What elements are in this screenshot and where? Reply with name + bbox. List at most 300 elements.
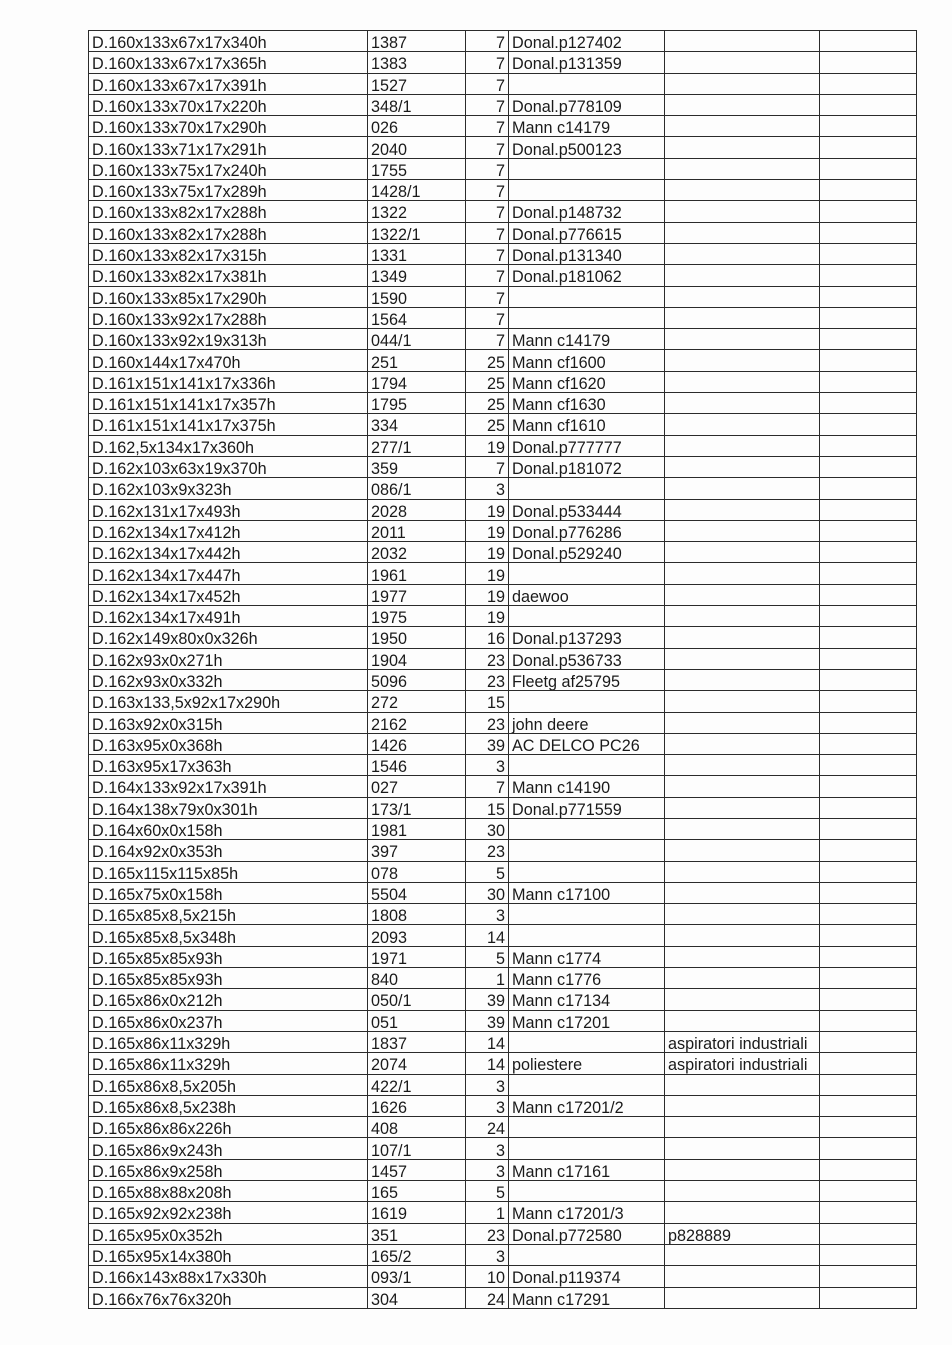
filter-code-cell: D.160x144x17x470h	[89, 350, 368, 371]
quantity-cell: 10	[466, 1266, 509, 1287]
note-cell	[665, 563, 820, 584]
table-row	[89, 52, 917, 73]
reference-number-cell: 1619	[368, 1202, 466, 1223]
quantity-cell: 7	[466, 31, 509, 52]
table-row	[89, 116, 917, 137]
note-cell	[665, 350, 820, 371]
empty-cell	[820, 946, 917, 967]
cross-reference-cell: Mann c14179	[509, 116, 665, 137]
reference-number-cell: 1977	[368, 584, 466, 605]
reference-number-cell: 050/1	[368, 989, 466, 1010]
filter-code-cell: D.163x95x0x368h	[89, 733, 368, 754]
cross-reference-cell	[509, 478, 665, 499]
cross-reference-cell: AC DELCO PC26	[509, 733, 665, 754]
table-row	[89, 456, 917, 477]
note-cell	[665, 499, 820, 520]
table-row	[89, 925, 917, 946]
reference-number-cell: 1590	[368, 286, 466, 307]
filter-code-cell: D.160x133x67x17x391h	[89, 73, 368, 94]
note-cell	[665, 1266, 820, 1287]
cross-reference-cell: Donal.p778109	[509, 94, 665, 115]
quantity-cell: 15	[466, 797, 509, 818]
empty-cell	[820, 776, 917, 797]
filter-code-cell: D.164x60x0x158h	[89, 818, 368, 839]
empty-cell	[820, 606, 917, 627]
empty-cell	[820, 222, 917, 243]
filter-code-cell: D.165x86x8,5x205h	[89, 1074, 368, 1095]
table-row	[89, 797, 917, 818]
reference-number-cell: 1426	[368, 733, 466, 754]
note-cell	[665, 1095, 820, 1116]
note-cell	[665, 797, 820, 818]
note-cell	[665, 1287, 820, 1308]
empty-cell	[820, 755, 917, 776]
cross-reference-cell: Mann c17291	[509, 1287, 665, 1308]
empty-cell	[820, 542, 917, 563]
empty-cell	[820, 329, 917, 350]
table-row	[89, 243, 917, 264]
quantity-cell: 14	[466, 1053, 509, 1074]
note-cell	[665, 733, 820, 754]
filter-code-cell: D.162x134x17x442h	[89, 542, 368, 563]
table-row	[89, 946, 917, 967]
reference-number-cell: 1383	[368, 52, 466, 73]
empty-cell	[820, 584, 917, 605]
cross-reference-cell	[509, 1138, 665, 1159]
reference-number-cell: 1808	[368, 904, 466, 925]
cross-reference-cell: Mann c1776	[509, 968, 665, 989]
empty-cell	[820, 861, 917, 882]
empty-cell	[820, 1095, 917, 1116]
cross-reference-cell: Donal.p119374	[509, 1266, 665, 1287]
note-cell	[665, 73, 820, 94]
table-row	[89, 542, 917, 563]
cross-reference-cell	[509, 904, 665, 925]
empty-cell	[820, 691, 917, 712]
quantity-cell: 7	[466, 73, 509, 94]
filter-code-cell: D.162x134x17x452h	[89, 584, 368, 605]
filter-code-cell: D.165x85x8,5x215h	[89, 904, 368, 925]
quantity-cell: 7	[466, 94, 509, 115]
reference-number-cell: 277/1	[368, 435, 466, 456]
quantity-cell: 39	[466, 1010, 509, 1031]
filter-code-cell: D.165x86x8,5x238h	[89, 1095, 368, 1116]
cross-reference-cell: Mann cf1630	[509, 393, 665, 414]
empty-cell	[820, 52, 917, 73]
cross-reference-cell: Donal.p127402	[509, 31, 665, 52]
table-row	[89, 137, 917, 158]
note-cell	[665, 201, 820, 222]
reference-number-cell: 1331	[368, 243, 466, 264]
quantity-cell: 14	[466, 1031, 509, 1052]
table-row	[89, 1266, 917, 1287]
filter-code-cell: D.165x85x8,5x348h	[89, 925, 368, 946]
quantity-cell: 3	[466, 1138, 509, 1159]
filter-code-cell: D.160x133x70x17x220h	[89, 94, 368, 115]
cross-reference-cell	[509, 1074, 665, 1095]
empty-cell	[820, 435, 917, 456]
cross-reference-cell	[509, 606, 665, 627]
empty-cell	[820, 73, 917, 94]
quantity-cell: 23	[466, 712, 509, 733]
note-cell	[665, 137, 820, 158]
reference-number-cell: 2093	[368, 925, 466, 946]
filter-code-cell: D.160x133x92x17x288h	[89, 307, 368, 328]
table-row	[89, 222, 917, 243]
cross-reference-cell: Mann c17201/3	[509, 1202, 665, 1223]
note-cell	[665, 371, 820, 392]
filter-code-cell: D.162x134x17x491h	[89, 606, 368, 627]
note-cell	[665, 1010, 820, 1031]
empty-cell	[820, 307, 917, 328]
quantity-cell: 7	[466, 456, 509, 477]
table-row	[89, 73, 917, 94]
quantity-cell: 3	[466, 478, 509, 499]
reference-number-cell: 2032	[368, 542, 466, 563]
empty-cell	[820, 137, 917, 158]
note-cell	[665, 691, 820, 712]
quantity-cell: 7	[466, 307, 509, 328]
note-cell	[665, 393, 820, 414]
note-cell	[665, 925, 820, 946]
empty-cell	[820, 627, 917, 648]
note-cell	[665, 307, 820, 328]
cross-reference-cell: Donal.p137293	[509, 627, 665, 648]
cross-reference-cell: Mann c14179	[509, 329, 665, 350]
reference-number-cell: 1564	[368, 307, 466, 328]
quantity-cell: 5	[466, 861, 509, 882]
empty-cell	[820, 499, 917, 520]
filter-code-cell: D.160x133x75x17x289h	[89, 180, 368, 201]
note-cell	[665, 627, 820, 648]
quantity-cell: 23	[466, 648, 509, 669]
table-row	[89, 499, 917, 520]
quantity-cell: 5	[466, 1181, 509, 1202]
reference-number-cell: 1322	[368, 201, 466, 222]
empty-cell	[820, 712, 917, 733]
note-cell	[665, 94, 820, 115]
quantity-cell: 14	[466, 925, 509, 946]
filter-code-cell: D.160x133x82x17x315h	[89, 243, 368, 264]
filter-code-cell: D.164x133x92x17x391h	[89, 776, 368, 797]
note-cell	[665, 712, 820, 733]
filter-code-cell: D.160x133x85x17x290h	[89, 286, 368, 307]
reference-number-cell: 304	[368, 1287, 466, 1308]
empty-cell	[820, 1223, 917, 1244]
table-row	[89, 201, 917, 222]
table-row	[89, 755, 917, 776]
cross-reference-cell	[509, 818, 665, 839]
note-cell	[665, 882, 820, 903]
table-row	[89, 158, 917, 179]
reference-number-cell: 1546	[368, 755, 466, 776]
empty-cell	[820, 882, 917, 903]
filter-code-cell: D.162,5x134x17x360h	[89, 435, 368, 456]
cross-reference-cell: daewoo	[509, 584, 665, 605]
table-row	[89, 1117, 917, 1138]
empty-cell	[820, 669, 917, 690]
filter-code-cell: D.161x151x141x17x336h	[89, 371, 368, 392]
table-row	[89, 1010, 917, 1031]
quantity-cell: 7	[466, 286, 509, 307]
reference-number-cell: 107/1	[368, 1138, 466, 1159]
note-cell: p828889	[665, 1223, 820, 1244]
reference-number-cell: 351	[368, 1223, 466, 1244]
table-row	[89, 818, 917, 839]
filter-code-cell: D.166x143x88x17x330h	[89, 1266, 368, 1287]
reference-number-cell: 2011	[368, 520, 466, 541]
reference-number-cell: 359	[368, 456, 466, 477]
quantity-cell: 7	[466, 329, 509, 350]
empty-cell	[820, 1266, 917, 1287]
note-cell	[665, 818, 820, 839]
empty-cell	[820, 733, 917, 754]
filter-code-cell: D.162x131x17x493h	[89, 499, 368, 520]
quantity-cell: 23	[466, 669, 509, 690]
filter-code-cell: D.165x95x0x352h	[89, 1223, 368, 1244]
filter-code-cell: D.165x86x11x329h	[89, 1053, 368, 1074]
filter-code-cell: D.165x86x0x212h	[89, 989, 368, 1010]
empty-cell	[820, 520, 917, 541]
cross-reference-cell: Donal.p772580	[509, 1223, 665, 1244]
note-cell	[665, 840, 820, 861]
note-cell	[665, 286, 820, 307]
table-row	[89, 882, 917, 903]
filter-code-cell: D.160x133x71x17x291h	[89, 137, 368, 158]
quantity-cell: 23	[466, 1223, 509, 1244]
empty-cell	[820, 818, 917, 839]
filter-code-cell: D.165x95x14x380h	[89, 1244, 368, 1265]
note-cell	[665, 542, 820, 563]
empty-cell	[820, 94, 917, 115]
table-row	[89, 478, 917, 499]
quantity-cell: 25	[466, 414, 509, 435]
quantity-cell: 16	[466, 627, 509, 648]
empty-cell	[820, 478, 917, 499]
reference-number-cell: 1971	[368, 946, 466, 967]
quantity-cell: 7	[466, 776, 509, 797]
cross-reference-cell: Mann cf1600	[509, 350, 665, 371]
reference-number-cell: 2074	[368, 1053, 466, 1074]
reference-number-cell: 1527	[368, 73, 466, 94]
cross-reference-cell	[509, 307, 665, 328]
quantity-cell: 7	[466, 243, 509, 264]
reference-number-cell: 044/1	[368, 329, 466, 350]
empty-cell	[820, 797, 917, 818]
reference-number-cell: 086/1	[368, 478, 466, 499]
note-cell	[665, 116, 820, 137]
reference-number-cell: 1755	[368, 158, 466, 179]
filter-code-cell: D.165x85x85x93h	[89, 968, 368, 989]
empty-cell	[820, 1244, 917, 1265]
empty-cell	[820, 1138, 917, 1159]
empty-cell	[820, 1010, 917, 1031]
quantity-cell: 7	[466, 265, 509, 286]
empty-cell	[820, 1287, 917, 1308]
cross-reference-cell	[509, 563, 665, 584]
quantity-cell: 1	[466, 968, 509, 989]
empty-cell	[820, 158, 917, 179]
filter-code-cell: D.160x133x82x17x288h	[89, 222, 368, 243]
table-row	[89, 989, 917, 1010]
filter-code-cell: D.162x134x17x447h	[89, 563, 368, 584]
table-row	[89, 414, 917, 435]
quantity-cell: 7	[466, 52, 509, 73]
cross-reference-cell: Mann c17201	[509, 1010, 665, 1031]
note-cell	[665, 435, 820, 456]
cross-reference-cell	[509, 840, 665, 861]
note-cell: aspiratori industriali	[665, 1031, 820, 1052]
reference-number-cell: 5096	[368, 669, 466, 690]
reference-number-cell: 2028	[368, 499, 466, 520]
table-row	[89, 1202, 917, 1223]
note-cell	[665, 1117, 820, 1138]
filter-code-cell: D.160x133x82x17x288h	[89, 201, 368, 222]
filter-code-cell: D.165x75x0x158h	[89, 882, 368, 903]
empty-cell	[820, 243, 917, 264]
quantity-cell: 25	[466, 393, 509, 414]
empty-cell	[820, 414, 917, 435]
table-row	[89, 669, 917, 690]
table-row	[89, 1287, 917, 1308]
quantity-cell: 3	[466, 1074, 509, 1095]
empty-cell	[820, 904, 917, 925]
filter-code-cell: D.165x92x92x238h	[89, 1202, 368, 1223]
quantity-cell: 7	[466, 201, 509, 222]
cross-reference-cell	[509, 1117, 665, 1138]
note-cell	[665, 222, 820, 243]
note-cell	[665, 584, 820, 605]
cross-reference-cell	[509, 158, 665, 179]
note-cell	[665, 989, 820, 1010]
filter-code-cell: D.166x76x76x320h	[89, 1287, 368, 1308]
table-row	[89, 648, 917, 669]
note-cell: aspiratori industriali	[665, 1053, 820, 1074]
note-cell	[665, 243, 820, 264]
table-row	[89, 1223, 917, 1244]
empty-cell	[820, 371, 917, 392]
reference-number-cell: 078	[368, 861, 466, 882]
parts-table-body	[89, 31, 917, 1309]
filter-code-cell: D.164x138x79x0x301h	[89, 797, 368, 818]
cross-reference-cell: Donal.p536733	[509, 648, 665, 669]
table-row	[89, 584, 917, 605]
table-row	[89, 350, 917, 371]
note-cell	[665, 904, 820, 925]
cross-reference-cell: Donal.p533444	[509, 499, 665, 520]
quantity-cell: 7	[466, 180, 509, 201]
cross-reference-cell	[509, 755, 665, 776]
cross-reference-cell: Mann c17100	[509, 882, 665, 903]
filter-code-cell: D.160x133x70x17x290h	[89, 116, 368, 137]
filter-code-cell: D.162x134x17x412h	[89, 520, 368, 541]
table-row	[89, 180, 917, 201]
reference-number-cell: 1428/1	[368, 180, 466, 201]
quantity-cell: 39	[466, 733, 509, 754]
reference-number-cell: 1349	[368, 265, 466, 286]
note-cell	[665, 414, 820, 435]
reference-number-cell: 1975	[368, 606, 466, 627]
reference-number-cell: 1387	[368, 31, 466, 52]
quantity-cell: 25	[466, 371, 509, 392]
table-row	[89, 286, 917, 307]
reference-number-cell: 2162	[368, 712, 466, 733]
filter-code-cell: D.163x92x0x315h	[89, 712, 368, 733]
note-cell	[665, 1159, 820, 1180]
table-row	[89, 520, 917, 541]
empty-cell	[820, 116, 917, 137]
table-row	[89, 265, 917, 286]
table-row	[89, 371, 917, 392]
table-row	[89, 1074, 917, 1095]
note-cell	[665, 329, 820, 350]
empty-cell	[820, 563, 917, 584]
cross-reference-cell: Fleetg af25795	[509, 669, 665, 690]
table-row	[89, 393, 917, 414]
table-row	[89, 861, 917, 882]
reference-number-cell: 348/1	[368, 94, 466, 115]
table-row	[89, 1181, 917, 1202]
table-row	[89, 435, 917, 456]
empty-cell	[820, 265, 917, 286]
cross-reference-cell	[509, 1244, 665, 1265]
cross-reference-cell: Mann c17161	[509, 1159, 665, 1180]
cross-reference-cell	[509, 691, 665, 712]
cross-reference-cell: Mann cf1620	[509, 371, 665, 392]
quantity-cell: 3	[466, 904, 509, 925]
reference-number-cell: 051	[368, 1010, 466, 1031]
note-cell	[665, 52, 820, 73]
filter-code-cell: D.164x92x0x353h	[89, 840, 368, 861]
cross-reference-cell: Donal.p181072	[509, 456, 665, 477]
cross-reference-cell: john deere	[509, 712, 665, 733]
table-row	[89, 840, 917, 861]
reference-number-cell: 5504	[368, 882, 466, 903]
reference-number-cell: 1626	[368, 1095, 466, 1116]
cross-reference-cell: Donal.p776286	[509, 520, 665, 541]
filter-code-cell: D.160x133x75x17x240h	[89, 158, 368, 179]
cross-reference-cell: Mann c14190	[509, 776, 665, 797]
reference-number-cell: 1794	[368, 371, 466, 392]
table-row	[89, 776, 917, 797]
note-cell	[665, 776, 820, 797]
cross-reference-cell	[509, 73, 665, 94]
quantity-cell: 7	[466, 116, 509, 137]
quantity-cell: 3	[466, 1244, 509, 1265]
empty-cell	[820, 1031, 917, 1052]
empty-cell	[820, 31, 917, 52]
filter-code-cell: D.165x86x11x329h	[89, 1031, 368, 1052]
empty-cell	[820, 989, 917, 1010]
reference-number-cell: 1904	[368, 648, 466, 669]
filter-code-cell: D.165x86x9x258h	[89, 1159, 368, 1180]
quantity-cell: 3	[466, 1095, 509, 1116]
filter-code-cell: D.165x88x88x208h	[89, 1181, 368, 1202]
reference-number-cell: 027	[368, 776, 466, 797]
filter-code-cell: D.165x86x0x237h	[89, 1010, 368, 1031]
table-row	[89, 1138, 917, 1159]
table-row	[89, 733, 917, 754]
cross-reference-cell: Mann cf1610	[509, 414, 665, 435]
cross-reference-cell: Donal.p148732	[509, 201, 665, 222]
empty-cell	[820, 201, 917, 222]
cross-reference-cell: Donal.p776615	[509, 222, 665, 243]
quantity-cell: 30	[466, 818, 509, 839]
table-row	[89, 904, 917, 925]
filter-code-cell: D.162x93x0x332h	[89, 669, 368, 690]
cross-reference-cell: Donal.p500123	[509, 137, 665, 158]
filter-code-cell: D.161x151x141x17x357h	[89, 393, 368, 414]
